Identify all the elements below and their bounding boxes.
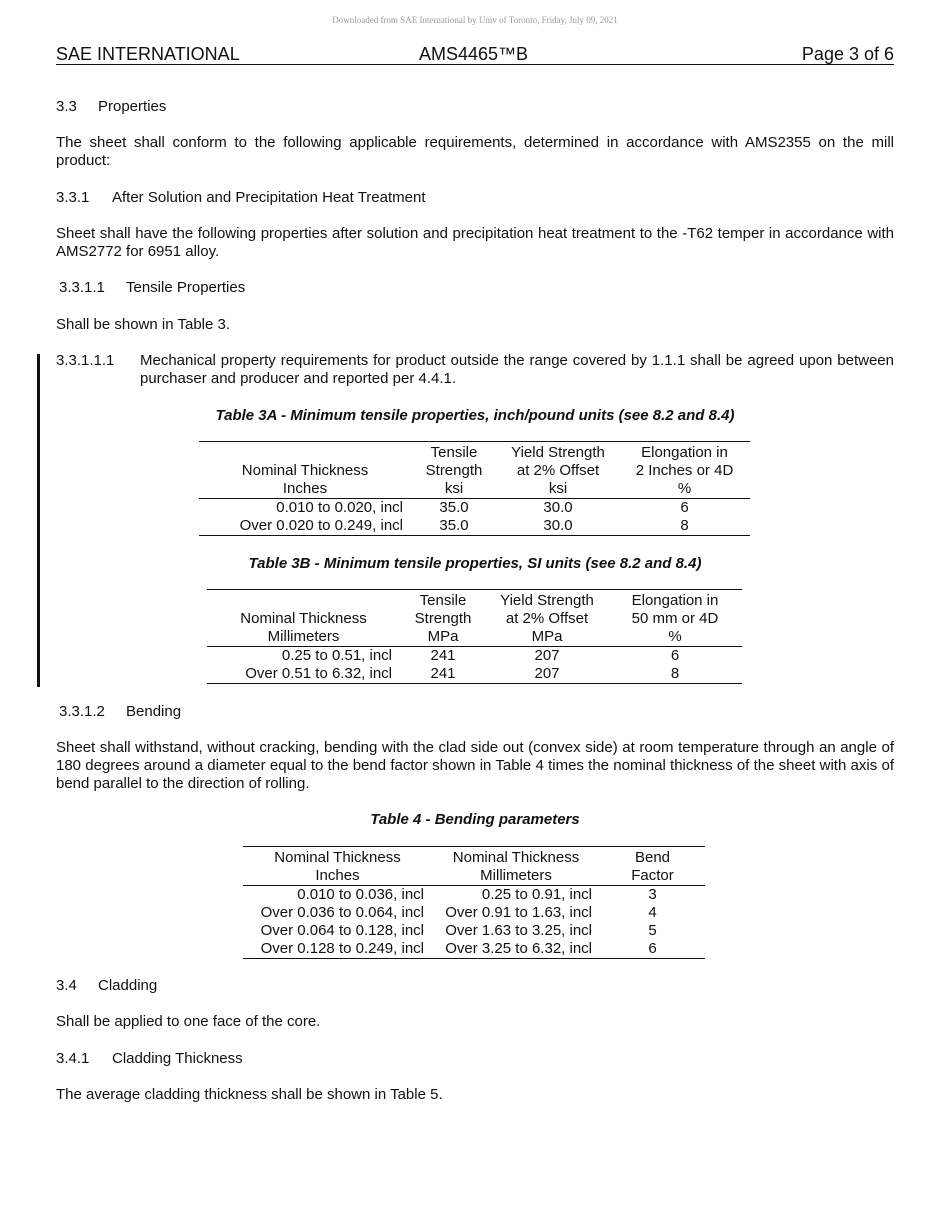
paragraph-3-4-1: The average cladding thickness shall be shown in Table 5. bbox=[56, 1086, 443, 1103]
table-row bbox=[243, 922, 705, 940]
header-cell: Millimeters bbox=[432, 867, 600, 886]
table-cell: 6 bbox=[680, 499, 689, 516]
document-number: AMS4465™B bbox=[419, 44, 529, 64]
header-cell bbox=[207, 590, 400, 611]
section-number: 3.3.1 bbox=[56, 189, 90, 206]
table-header-row bbox=[243, 847, 705, 868]
page-number: Page 3 of 6 bbox=[801, 44, 894, 64]
table-cell: Over 0.064 to 0.128, incl bbox=[260, 922, 424, 939]
table-cell: Over 0.020 to 0.249, incl bbox=[199, 517, 411, 536]
table-cell: 207 bbox=[534, 647, 560, 664]
table-header-row bbox=[243, 867, 705, 886]
section-number: 3.4.1 bbox=[56, 1050, 90, 1067]
table-3a bbox=[199, 441, 750, 536]
table-cell: 6 bbox=[600, 940, 705, 959]
header-cell: 2 Inches or 4D bbox=[635, 462, 734, 479]
section-number: 3.3.1.1 bbox=[59, 279, 105, 296]
table-cell: Over 1.63 to 3.25, incl bbox=[445, 922, 592, 939]
section-title: Bending bbox=[126, 703, 182, 720]
table-cell: 8 bbox=[608, 665, 742, 684]
table-cell: 0.010 to 0.020, incl bbox=[276, 499, 403, 516]
header-cell: Tensile bbox=[411, 442, 497, 463]
header-cell: Millimeters bbox=[207, 628, 400, 647]
header-cell: ksi bbox=[497, 480, 619, 499]
paragraph-3-3-1-1-1: Mechanical property requirements for product outside the range covered by 1.1.1 shall be agreed upon between purchaser and producer and reported per 4.4.1. bbox=[140, 352, 894, 387]
table-cell: 8 bbox=[619, 517, 750, 536]
table-header-row bbox=[207, 628, 742, 647]
section-heading-3-3-1 bbox=[56, 189, 426, 207]
table-cell: 0.25 to 0.51, incl bbox=[281, 647, 392, 664]
section-title: Cladding Thickness bbox=[112, 1050, 243, 1067]
header-cell: Nominal Thickness bbox=[432, 847, 600, 868]
paragraph-3-3-1-1: Shall be shown in Table 3. bbox=[56, 316, 231, 333]
table-cell: 5 bbox=[648, 922, 657, 939]
table-3b-caption: Table 3B - Minimum tensile properties, SI units (see 8.2 and 8.4) bbox=[248, 555, 702, 572]
table-cell: 207 bbox=[486, 665, 608, 684]
table-cell: Over 0.128 to 0.249, incl bbox=[243, 940, 432, 959]
table-row bbox=[243, 904, 705, 922]
section-heading-3-3-1-1 bbox=[59, 279, 245, 297]
paragraph-3-3-1: Sheet shall have the following properties after solution and precipitation heat treatment to the -T62 temper in accordance with AMS2772 for 6951 alloy. bbox=[56, 225, 894, 260]
table-row bbox=[199, 517, 750, 536]
section-number: 3.3 bbox=[56, 98, 77, 115]
header-cell: MPa bbox=[486, 628, 608, 647]
section-heading-3-4 bbox=[56, 977, 157, 995]
section-heading-3-4-1 bbox=[56, 1050, 243, 1068]
table-cell: 6 bbox=[670, 647, 680, 664]
table-header-row bbox=[199, 462, 750, 480]
table-header-row bbox=[207, 590, 742, 611]
table-row bbox=[207, 647, 742, 666]
table-row bbox=[199, 499, 750, 518]
header-cell: MPa bbox=[400, 628, 486, 647]
table-row bbox=[207, 665, 742, 684]
page-header bbox=[56, 44, 894, 65]
header-cell: Elongation in bbox=[608, 590, 742, 611]
table-cell: 0.010 to 0.036, incl bbox=[297, 886, 424, 903]
table-header-row bbox=[199, 442, 750, 463]
table-cell: 3 bbox=[648, 886, 657, 903]
header-cell: at 2% Offset bbox=[505, 610, 589, 627]
table-cell: Over 0.51 to 6.32, incl bbox=[207, 665, 400, 684]
header-cell: Yield Strength bbox=[486, 590, 608, 611]
section-title: After Solution and Precipitation Heat Treatment bbox=[112, 189, 426, 206]
header-cell: Bend bbox=[600, 847, 705, 868]
table-cell: 35.0 bbox=[439, 499, 469, 516]
table-cell: 0.25 to 0.91, incl bbox=[481, 886, 592, 903]
header-cell: Strength bbox=[414, 610, 472, 627]
section-title: Properties bbox=[98, 98, 167, 115]
revision-change-bar bbox=[37, 354, 40, 687]
table-cell: 35.0 bbox=[411, 517, 497, 536]
header-cell: 50 mm or 4D bbox=[631, 610, 719, 627]
publisher-name: SAE INTERNATIONAL bbox=[56, 44, 240, 64]
table-cell: 241 bbox=[400, 665, 486, 684]
table-3b bbox=[207, 589, 742, 684]
table-row bbox=[243, 940, 705, 959]
section-heading-3-3-1-2 bbox=[59, 703, 181, 721]
header-cell: Nominal Thickness bbox=[241, 462, 369, 479]
section-title: Tensile Properties bbox=[126, 279, 246, 296]
header-cell: Tensile bbox=[400, 590, 486, 611]
header-cell: Elongation in bbox=[619, 442, 750, 463]
paragraph-3-3-1-2: Sheet shall withstand, without cracking, bending with the clad side out (convex side) at room temperature through an angle of 180 degrees around a diameter equal to the bend factor shown in Table 4 times the nominal thickness of the sheet with axis of bend parallel to the direction of rolling. bbox=[56, 739, 894, 792]
table-cell: Over 0.91 to 1.63, incl bbox=[445, 904, 592, 921]
table-cell: 30.0 bbox=[543, 499, 573, 516]
section-heading-3-3 bbox=[56, 98, 166, 116]
section-number-3-3-1-1-1: 3.3.1.1.1 bbox=[56, 352, 115, 369]
header-cell: ksi bbox=[411, 480, 497, 499]
table-header-row bbox=[199, 480, 750, 499]
download-watermark: Downloaded from SAE International by Univ of Toronto, Friday, July 09, 2021 bbox=[332, 15, 618, 25]
header-cell: % bbox=[619, 480, 750, 499]
section-number: 3.4 bbox=[56, 977, 77, 994]
header-cell bbox=[199, 442, 411, 463]
header-cell: at 2% Offset bbox=[516, 462, 600, 479]
section-number: 3.3.1.2 bbox=[59, 703, 105, 720]
table-cell: Over 3.25 to 6.32, incl bbox=[432, 940, 600, 959]
table-cell: Over 0.036 to 0.064, incl bbox=[260, 904, 424, 921]
paragraph-3-3: The sheet shall conform to the following applicable requirements, determined in accordance with AMS2355 on the mill product: bbox=[56, 134, 894, 169]
table-cell: 4 bbox=[648, 904, 657, 921]
header-cell: Inches bbox=[243, 867, 432, 886]
table-cell: 241 bbox=[430, 647, 456, 664]
table-cell: 30.0 bbox=[497, 517, 619, 536]
header-cell: Strength bbox=[425, 462, 483, 479]
table-4 bbox=[243, 846, 705, 959]
header-cell: Factor bbox=[600, 867, 705, 886]
header-cell: Nominal Thickness bbox=[243, 847, 432, 868]
table-3a-caption: Table 3A - Minimum tensile properties, inch/pound units (see 8.2 and 8.4) bbox=[215, 407, 735, 424]
section-title: Cladding bbox=[98, 977, 158, 994]
table-header-row bbox=[207, 610, 742, 628]
header-cell: % bbox=[608, 628, 742, 647]
paragraph-3-4: Shall be applied to one face of the core. bbox=[56, 1013, 321, 1030]
header-cell: Nominal Thickness bbox=[240, 610, 367, 627]
header-cell: Inches bbox=[199, 480, 411, 499]
table-row bbox=[243, 886, 705, 905]
table-4-caption: Table 4 - Bending parameters bbox=[370, 811, 580, 828]
header-cell: Yield Strength bbox=[497, 442, 619, 463]
